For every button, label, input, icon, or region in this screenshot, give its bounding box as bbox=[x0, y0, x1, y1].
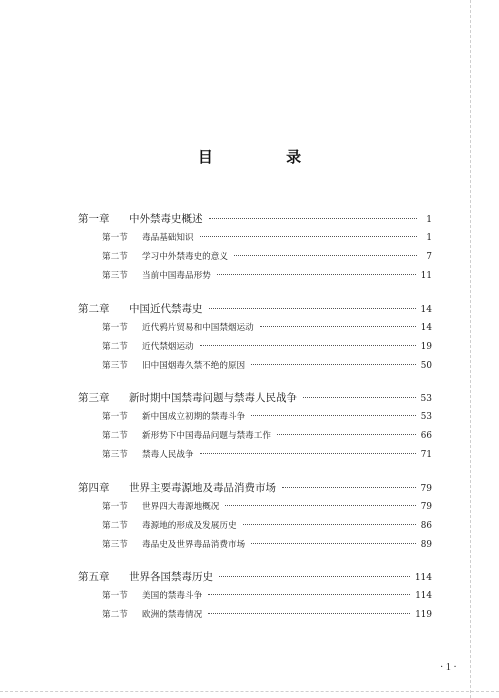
section-entry[interactable] bbox=[78, 519, 432, 538]
chapter-page: 1 bbox=[426, 215, 432, 225]
chapter-block bbox=[78, 480, 432, 557]
section-title: 毒品史及世界毒品消费市场 bbox=[142, 539, 246, 550]
section-entry[interactable] bbox=[78, 410, 432, 429]
chapter-block bbox=[78, 301, 432, 378]
chapter-title: 中外禁毒史概述 bbox=[129, 213, 203, 225]
section-title: 毒源地的形成及发展历史 bbox=[142, 520, 237, 531]
section-page: 89 bbox=[420, 539, 432, 550]
section-entry[interactable] bbox=[78, 589, 432, 608]
section-entry[interactable] bbox=[78, 608, 432, 627]
section-page: 66 bbox=[420, 431, 432, 441]
section-number: 第三节 bbox=[102, 271, 128, 281]
page-edge-dashed-line bbox=[470, 0, 471, 698]
chapter-block bbox=[78, 569, 432, 627]
page-number: · 1 · bbox=[440, 662, 457, 673]
chapter-number: 第一章 bbox=[78, 213, 110, 225]
dot-leader bbox=[200, 345, 416, 346]
section-number: 第一节 bbox=[102, 591, 128, 601]
section-page: 11 bbox=[420, 271, 432, 281]
page-title: 目 录 bbox=[197, 148, 336, 166]
section-title: 当前中国毒品形势 bbox=[142, 271, 211, 281]
section-entry[interactable] bbox=[78, 231, 432, 250]
dot-leader bbox=[260, 326, 416, 327]
section-entry[interactable] bbox=[78, 269, 432, 288]
section-page: 50 bbox=[420, 360, 432, 371]
dot-leader bbox=[277, 434, 416, 435]
section-entry[interactable] bbox=[78, 429, 432, 448]
chapter-title: 中国近代禁毒史 bbox=[129, 302, 203, 315]
section-title: 欧洲的禁毒情况 bbox=[142, 610, 203, 620]
section-title: 新形势下中国毒品问题与禁毒工作 bbox=[142, 431, 271, 441]
section-entry[interactable] bbox=[78, 448, 432, 467]
chapter-title: 世界各国禁毒历史 bbox=[129, 571, 213, 583]
section-number: 第二节 bbox=[102, 520, 128, 531]
section-title: 禁毒人民战争 bbox=[142, 450, 194, 460]
section-entry[interactable] bbox=[78, 359, 432, 378]
dot-leader bbox=[282, 487, 416, 488]
dot-leader bbox=[209, 308, 416, 309]
table-of-contents bbox=[78, 211, 432, 640]
section-number: 第一节 bbox=[102, 501, 128, 512]
dot-leader bbox=[208, 594, 410, 595]
section-title: 近代鸦片贸易和中国禁烟运动 bbox=[142, 322, 254, 333]
chapter-entry[interactable] bbox=[78, 480, 432, 500]
section-number: 第二节 bbox=[102, 610, 128, 620]
dot-leader bbox=[208, 613, 410, 614]
section-page: 114 bbox=[415, 591, 432, 601]
section-entry[interactable] bbox=[78, 538, 432, 557]
section-number: 第一节 bbox=[102, 412, 128, 422]
section-entry[interactable] bbox=[78, 340, 432, 359]
dot-leader bbox=[251, 543, 416, 544]
section-page: 14 bbox=[420, 322, 432, 333]
chapter-number: 第四章 bbox=[78, 481, 110, 494]
dot-leader bbox=[217, 274, 416, 275]
chapter-number: 第五章 bbox=[78, 571, 110, 583]
section-page: 79 bbox=[420, 501, 432, 512]
dot-leader bbox=[225, 505, 415, 506]
chapter-page: 79 bbox=[420, 483, 432, 494]
section-number: 第三节 bbox=[102, 450, 128, 460]
section-page: 119 bbox=[415, 610, 432, 620]
section-entry[interactable] bbox=[78, 321, 432, 340]
chapter-number: 第三章 bbox=[78, 392, 110, 404]
section-page: 53 bbox=[420, 412, 432, 422]
chapter-page: 114 bbox=[414, 573, 432, 583]
section-title: 近代禁烟运动 bbox=[142, 341, 194, 352]
chapter-block bbox=[78, 211, 432, 288]
section-number: 第二节 bbox=[102, 341, 128, 352]
section-title: 世界四大毒源地概况 bbox=[142, 501, 220, 512]
dot-leader bbox=[303, 397, 416, 398]
chapter-entry[interactable] bbox=[78, 390, 432, 410]
page-bottom-dashed-line bbox=[0, 691, 499, 692]
chapter-page: 53 bbox=[420, 394, 432, 404]
section-title: 旧中国烟毒久禁不绝的原因 bbox=[142, 360, 246, 371]
dot-leader bbox=[251, 364, 416, 365]
chapter-title: 新时期中国禁毒问题与禁毒人民战争 bbox=[129, 392, 297, 404]
section-page: 86 bbox=[420, 520, 432, 531]
dot-leader bbox=[251, 415, 416, 416]
chapter-block bbox=[78, 390, 432, 467]
dot-leader bbox=[234, 255, 417, 256]
dot-leader bbox=[243, 524, 416, 525]
chapter-entry[interactable] bbox=[78, 301, 432, 321]
chapter-entry[interactable] bbox=[78, 211, 432, 231]
section-title: 新中国成立初期的禁毒斗争 bbox=[142, 412, 246, 422]
section-number: 第二节 bbox=[102, 252, 128, 262]
dot-leader bbox=[219, 576, 410, 577]
section-number: 第三节 bbox=[102, 360, 128, 371]
chapter-entry[interactable] bbox=[78, 569, 432, 589]
chapter-number: 第二章 bbox=[78, 302, 110, 315]
section-entry[interactable] bbox=[78, 250, 432, 269]
section-title: 美国的禁毒斗争 bbox=[142, 591, 203, 601]
section-page: 19 bbox=[420, 341, 432, 352]
section-title: 学习中外禁毒史的意义 bbox=[142, 252, 228, 262]
section-number: 第二节 bbox=[102, 431, 128, 441]
section-number: 第三节 bbox=[102, 539, 128, 550]
section-page: 7 bbox=[426, 252, 432, 262]
section-page: 71 bbox=[420, 450, 432, 460]
dot-leader bbox=[209, 218, 418, 219]
section-title: 毒品基础知识 bbox=[142, 233, 194, 243]
section-entry[interactable] bbox=[78, 500, 432, 519]
dot-leader bbox=[200, 236, 417, 237]
section-page: 1 bbox=[426, 233, 432, 243]
chapter-title: 世界主要毒源地及毒品消费市场 bbox=[129, 481, 276, 494]
chapter-page: 14 bbox=[420, 304, 432, 315]
section-number: 第一节 bbox=[102, 233, 128, 243]
dot-leader bbox=[200, 453, 416, 454]
section-number: 第一节 bbox=[102, 322, 128, 333]
